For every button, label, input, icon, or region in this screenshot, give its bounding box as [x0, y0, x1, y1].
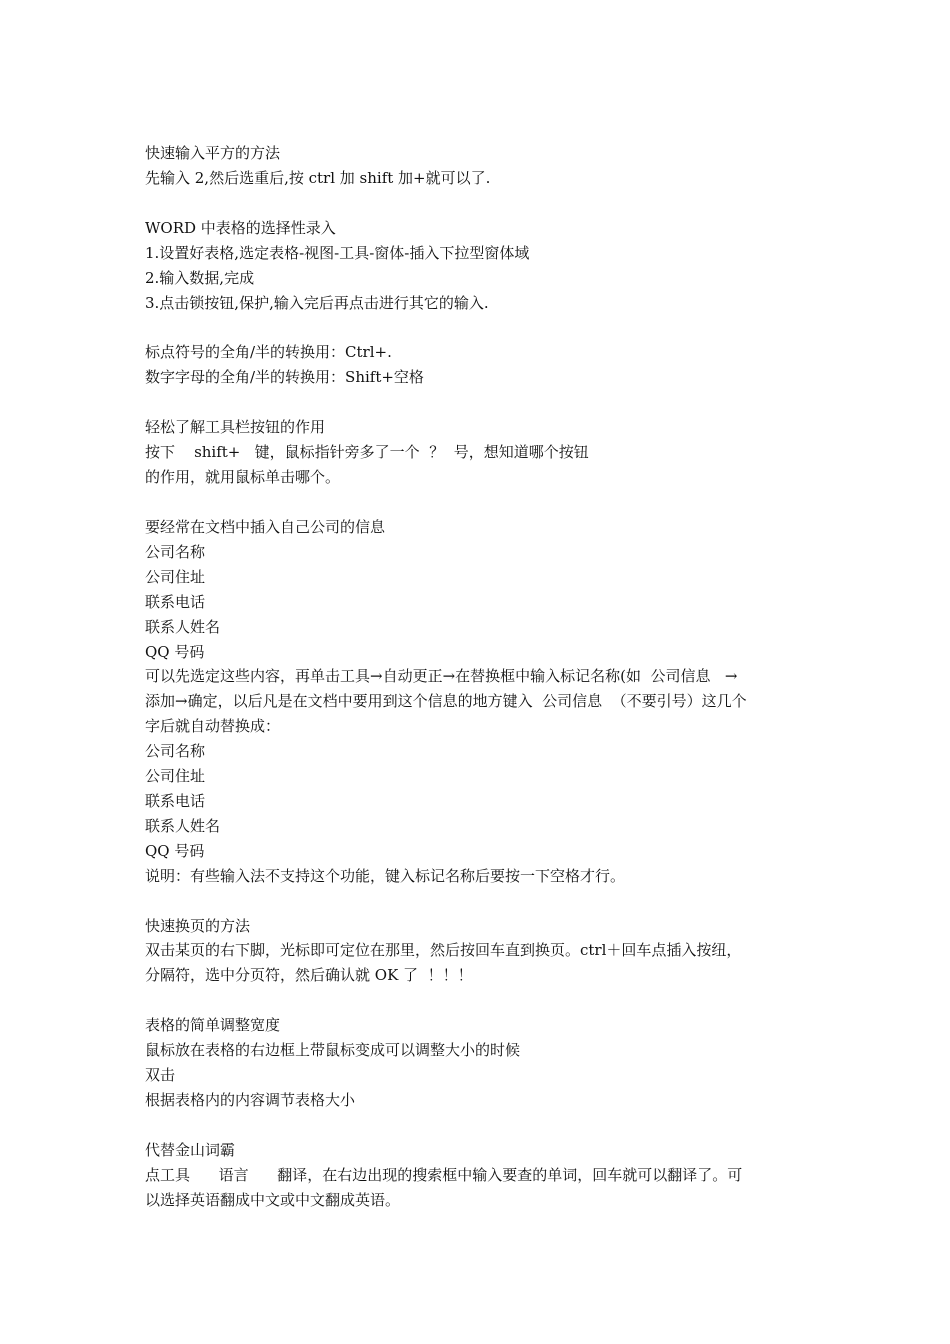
- section-heading: 代替金山词霸: [145, 1140, 236, 1159]
- paragraph-line: 说明：有些输入法不支持这个功能，键入标记名称后要按一下空格才行。: [145, 866, 626, 885]
- section-square-input: [145, 141, 813, 191]
- section-heading: 快速输入平方的方法: [145, 144, 281, 162]
- list-item: QQ 号码: [145, 841, 205, 860]
- section-width-switch: [145, 340, 813, 390]
- paragraph-line: 先输入 2,然后选重后,按 ctrl 加 shift 加+就可以了.: [145, 168, 491, 187]
- paragraph-line: 字后就自动替换成：: [145, 717, 281, 736]
- paragraph-line: 添加→确定，以后凡是在文档中要用到这个信息的地方键入 公司信息 （不要引号）这几个: [145, 692, 747, 711]
- paragraph-line: 数字字母的全角/半的转换用：Shift+空格: [145, 368, 424, 387]
- list-item: 联系电话: [145, 791, 206, 810]
- paragraph-line: 双击: [145, 1066, 176, 1085]
- paragraph-line: 的作用，就用鼠标单击哪个。: [145, 468, 341, 487]
- section-company-info: [145, 515, 813, 889]
- section-heading: 要经常在文档中插入自己公司的信息: [145, 517, 386, 536]
- paragraph-line: 标点符号的全角/半的转换用：Ctrl+.: [145, 343, 392, 362]
- paragraph-line: 可以先选定这些内容，再单击工具→自动更正→在替换框中输入标记名称(如 公司信息 →: [145, 667, 738, 686]
- paragraph-line: 根据表格内的内容调节表格大小: [145, 1091, 356, 1109]
- paragraph-line: 以选择英语翻成中文或中文翻成英语。: [145, 1190, 401, 1209]
- section-heading: 表格的简单调整宽度: [145, 1016, 281, 1035]
- paragraph-line: 1.设置好表格,选定表格-视图-工具-窗体-插入下拉型窗体域: [145, 243, 530, 262]
- section-word-table-entry: [145, 216, 813, 316]
- paragraph-line: 2.输入数据,完成: [145, 268, 255, 287]
- list-item: 公司名称: [145, 542, 206, 561]
- list-item: 公司住址: [145, 567, 206, 586]
- list-item: 联系人姓名: [145, 617, 221, 636]
- list-item: 联系电话: [145, 592, 206, 611]
- section-toolbar-help: [145, 415, 813, 490]
- list-item: QQ 号码: [145, 642, 205, 661]
- paragraph-line: 分隔符，选中分页符，然后确认就 OK 了 ！！！: [145, 966, 473, 985]
- section-heading: 轻松了解工具栏按钮的作用: [145, 418, 326, 437]
- list-item: 公司住址: [145, 767, 206, 786]
- section-heading: WORD 中表格的选择性录入: [145, 218, 336, 237]
- list-item: 公司名称: [145, 742, 206, 761]
- paragraph-line: 3.点击锁按钮,保护,输入完后再点击进行其它的输入.: [145, 293, 489, 312]
- section-translate: [145, 1138, 813, 1213]
- section-table-width: [145, 1013, 813, 1113]
- section-page-break: [145, 914, 813, 989]
- document-page: [145, 141, 813, 1238]
- section-heading: 快速换页的方法: [145, 916, 251, 935]
- list-item: 联系人姓名: [145, 816, 221, 835]
- paragraph-line: 点工具 语言 翻译，在右边出现的搜索框中输入要查的单词，回车就可以翻译了。可: [145, 1165, 743, 1184]
- paragraph-line: 按下 shift+ 键，鼠标指针旁多了一个 ？ 号，想知道哪个按钮: [145, 443, 589, 462]
- paragraph-line: 鼠标放在表格的右边框上带鼠标变成可以调整大小的时候: [145, 1041, 521, 1060]
- paragraph-line: 双击某页的右下脚，光标即可定位在那里，然后按回车直到换页。ctrl＋回车点插入按纽，: [145, 941, 742, 960]
